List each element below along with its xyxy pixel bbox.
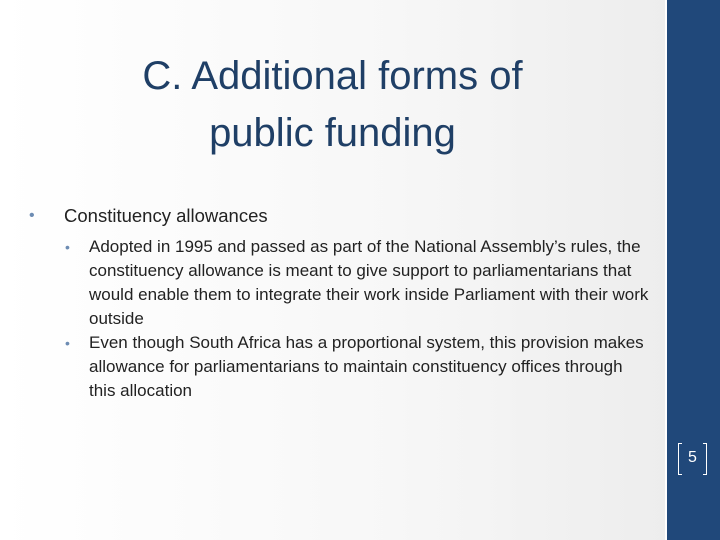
right-bracket-icon <box>703 443 707 475</box>
page-number: 5 <box>688 449 697 466</box>
sub-bullet-item <box>49 331 649 403</box>
bullet-dot-icon: • <box>29 207 35 224</box>
sub-bullet-list <box>49 235 649 403</box>
sub-bullet-dot-icon: • <box>65 239 70 255</box>
sub-bullet-text: Adopted in 1995 and passed as part of the National Assembly’s rules, the constituency allowance is meant to give support to parliamentarians that would enable them to integrate their work inside Parliament with their work outside <box>89 237 649 328</box>
bullet-item <box>24 204 644 228</box>
sub-bullet-dot-icon: • <box>65 335 70 351</box>
page-number-badge <box>678 443 707 473</box>
side-accent-divider <box>665 0 667 540</box>
slide-title-line-1: C. Additional forms of <box>142 54 523 98</box>
slide-title <box>110 48 555 162</box>
sub-bullet-item <box>49 235 649 331</box>
bullet-text: Constituency allowances <box>64 205 268 226</box>
sub-bullet-text: Even though South Africa has a proportional system, this provision makes allowance for parliamentarians to maintain constituency offices through this allocation <box>89 333 644 400</box>
slide-title-line-2: public funding <box>209 111 456 155</box>
slide-body <box>24 204 649 403</box>
